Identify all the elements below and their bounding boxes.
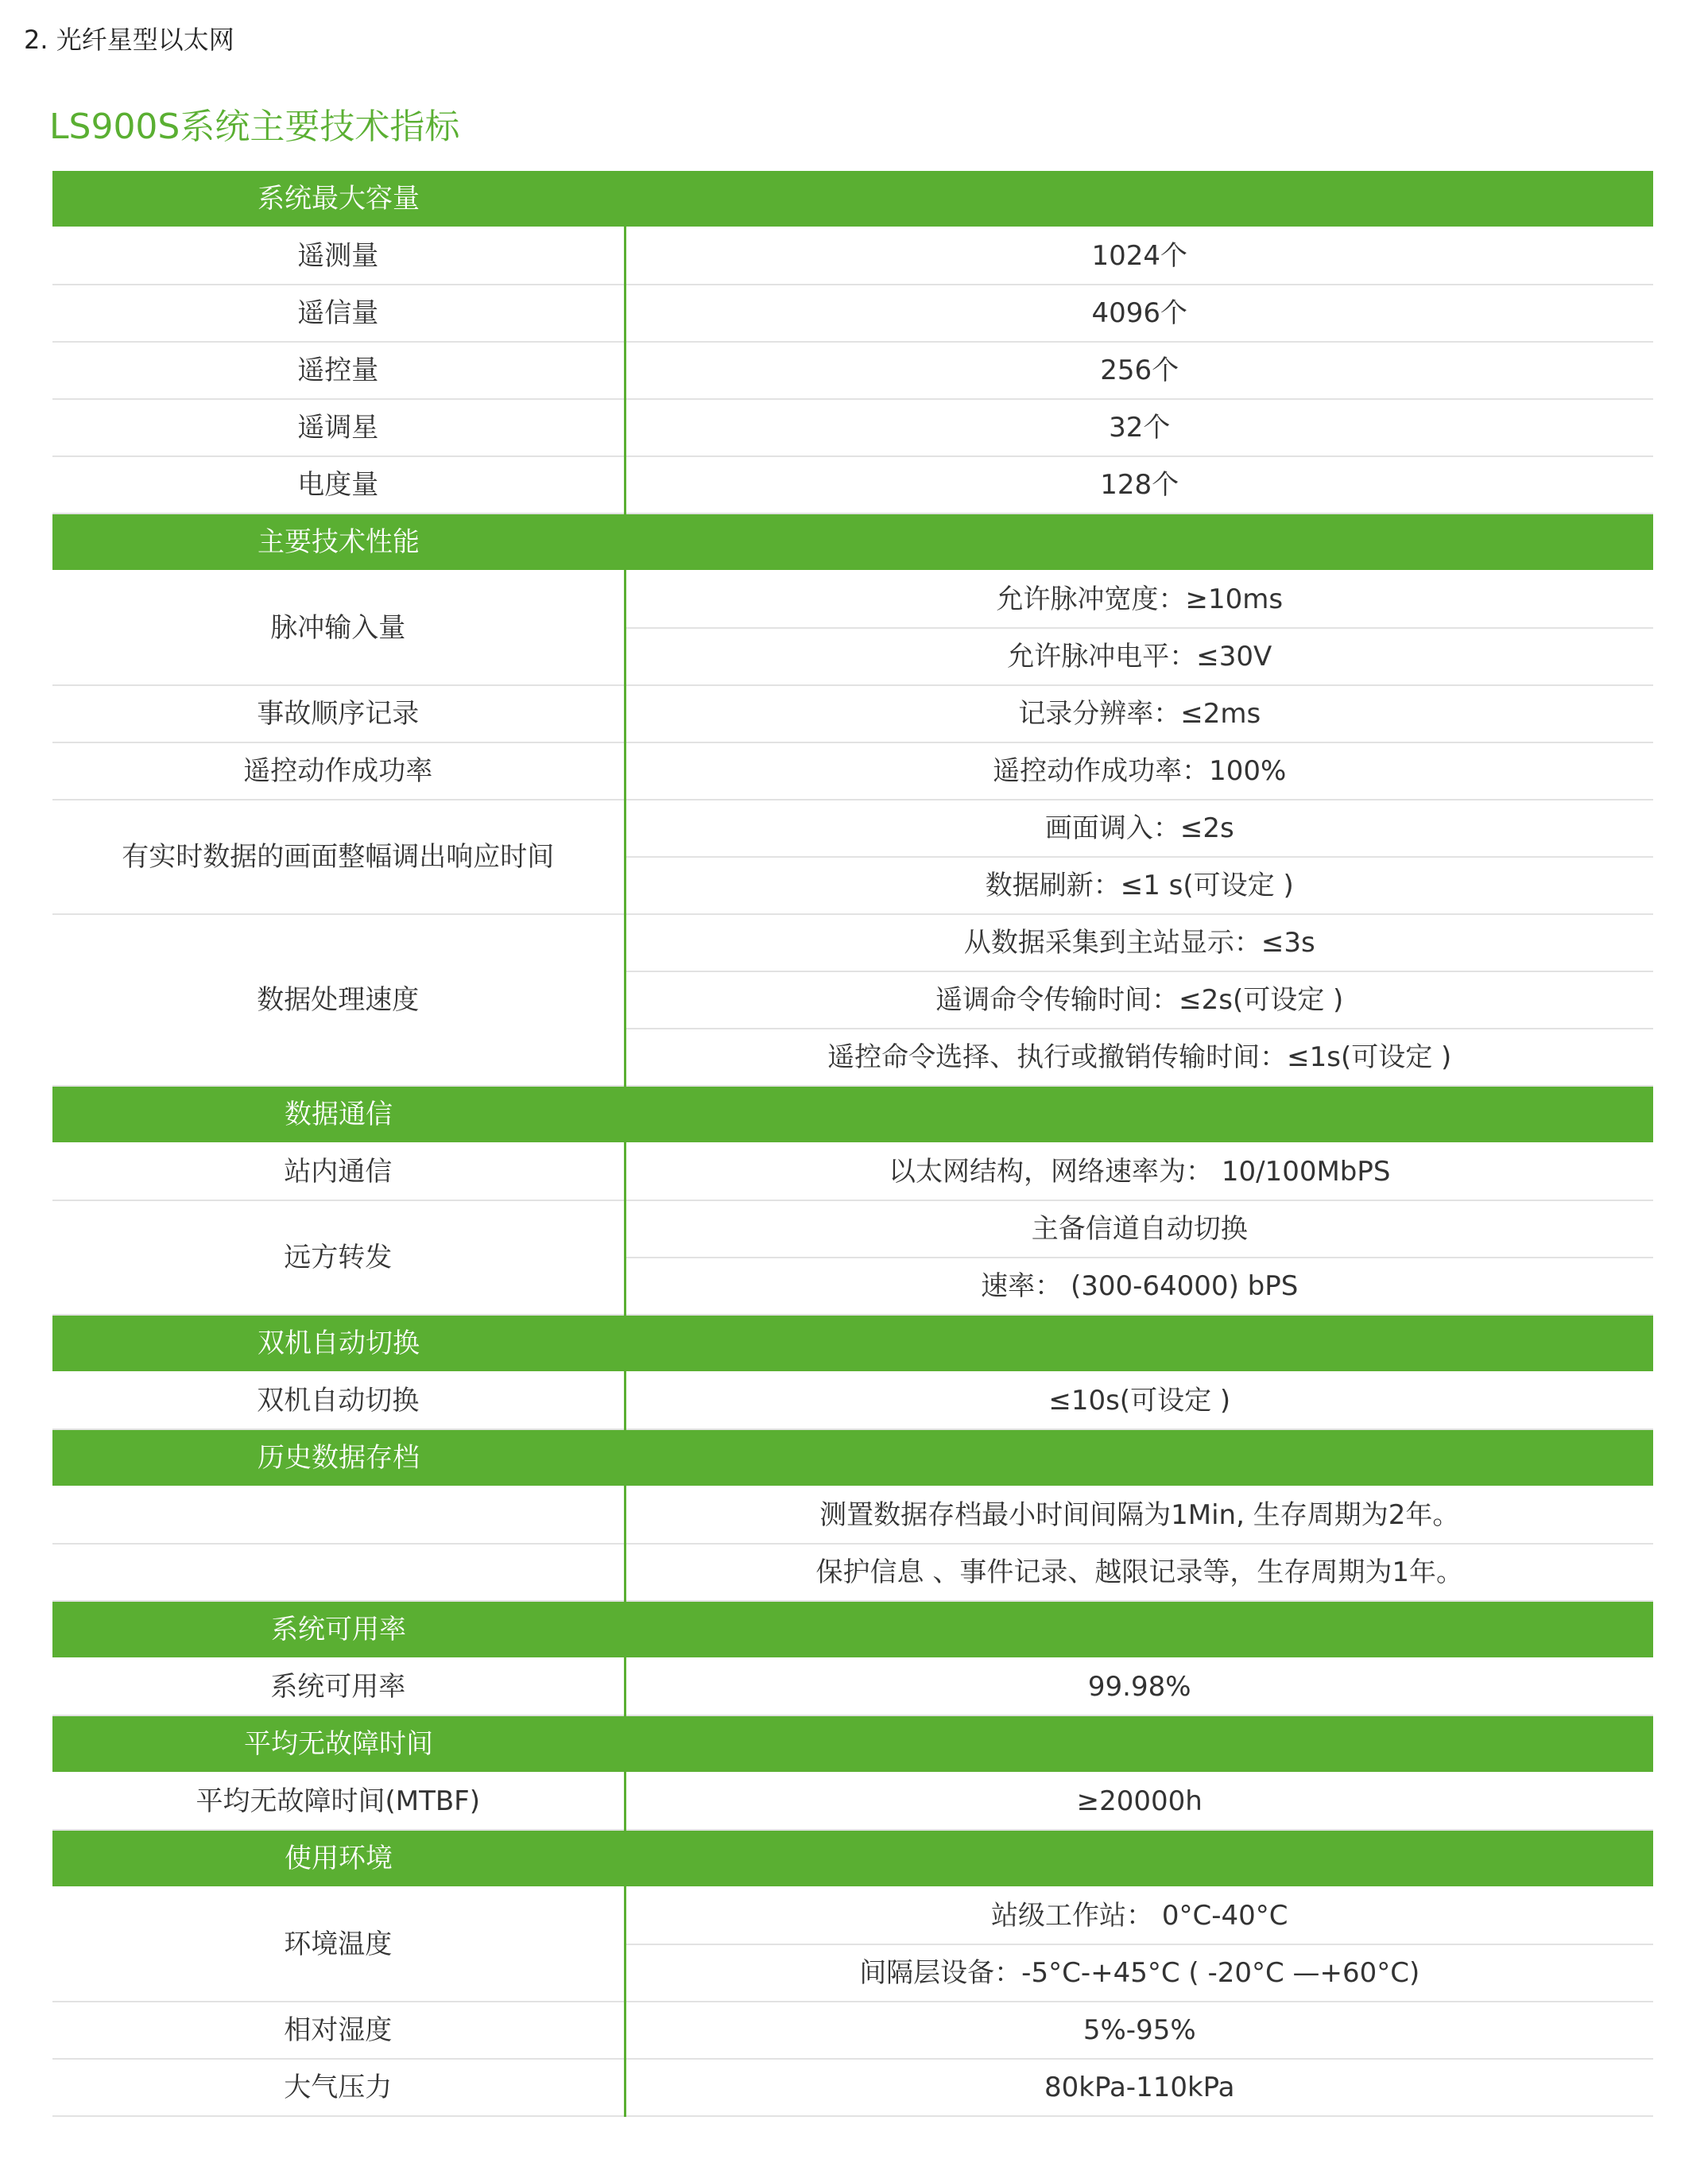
row-value: 遥调命令传输时间：≤2s(可设定 ) <box>625 971 1653 1029</box>
row-value: 记录分辨率：≤2ms <box>625 685 1653 742</box>
section-header <box>52 1715 1653 1773</box>
table-row <box>52 399 1653 456</box>
row-label: 遥调星 <box>52 399 625 456</box>
spec-title: LS900S系统主要技术指标 <box>49 107 460 147</box>
section-header <box>52 1086 1653 1143</box>
table-row <box>52 1372 1653 1429</box>
row-label: 站内通信 <box>52 1143 625 1200</box>
row-value: 5%-95% <box>625 2002 1653 2059</box>
row-label <box>52 1544 625 1601</box>
row-label: 有实时数据的画面整幅调出响应时间 <box>52 800 625 914</box>
row-label: 事故顺序记录 <box>52 685 625 742</box>
row-label: 双机自动切换 <box>52 1372 625 1429</box>
row-value: ≥20000h <box>625 1773 1653 1830</box>
row-label: 远方转发 <box>52 1200 625 1315</box>
row-value: 32个 <box>625 399 1653 456</box>
table-row <box>52 800 1653 857</box>
table-row <box>52 914 1653 971</box>
table-row <box>52 742 1653 800</box>
row-label: 大气压力 <box>52 2059 625 2116</box>
row-label: 遥信量 <box>52 285 625 342</box>
section-header <box>52 1830 1653 1887</box>
table-row <box>52 2059 1653 2116</box>
row-label: 环境温度 <box>52 1887 625 2002</box>
row-label: 脉冲输入量 <box>52 571 625 685</box>
row-value: 99.98% <box>625 1658 1653 1715</box>
row-value: 遥控命令选择、执行或撤销传输时间：≤1s(可设定 ) <box>625 1029 1653 1086</box>
section-title: 主要技术性能 <box>258 526 420 558</box>
section-title: 历史数据存档 <box>258 1442 420 1474</box>
intro-heading: 2. 光纤星型以太网 <box>24 25 234 55</box>
section-title: 双机自动切换 <box>258 1328 420 1359</box>
row-value: 256个 <box>625 342 1653 399</box>
table-row <box>52 342 1653 399</box>
spec-table <box>52 171 1653 2117</box>
row-label <box>52 1486 625 1544</box>
row-value: ≤10s(可设定 ) <box>625 1372 1653 1429</box>
row-value: 1024个 <box>625 227 1653 285</box>
row-label: 遥控动作成功率 <box>52 742 625 800</box>
table-row <box>52 1773 1653 1830</box>
row-label: 遥测量 <box>52 227 625 285</box>
section-header <box>52 514 1653 571</box>
row-label: 数据处理速度 <box>52 914 625 1086</box>
table-row <box>52 2002 1653 2059</box>
row-label: 系统可用率 <box>52 1658 625 1715</box>
table-row <box>52 1200 1653 1258</box>
section-header <box>52 1601 1653 1658</box>
row-value: 80kPa-110kPa <box>625 2059 1653 2116</box>
section-header <box>52 171 1653 227</box>
section-title: 系统可用率 <box>271 1614 406 1645</box>
row-label: 平均无故障时间(MTBF) <box>52 1773 625 1830</box>
table-row <box>52 1887 1653 1944</box>
table-row <box>52 227 1653 285</box>
row-value: 测置数据存档最小时间间隔为1Min, 生存周期为2年。 <box>625 1486 1653 1544</box>
section-header <box>52 1429 1653 1486</box>
row-value: 从数据采集到主站显示：≤3s <box>625 914 1653 971</box>
row-value: 允许脉冲电平：≤30V <box>625 628 1653 685</box>
row-value: 数据刷新：≤1 s(可设定 ) <box>625 857 1653 914</box>
row-value: 间隔层设备：-5°C-+45°C ( -20°C —+60°C) <box>625 1944 1653 2002</box>
table-row <box>52 1658 1653 1715</box>
row-label: 电度量 <box>52 456 625 514</box>
row-label: 遥控量 <box>52 342 625 399</box>
table-row <box>52 685 1653 742</box>
row-value: 保护信息 、事件记录、越限记录等，生存周期为1年。 <box>625 1544 1653 1601</box>
section-title: 平均无故障时间 <box>244 1728 433 1760</box>
row-value: 速率： (300-64000) bPS <box>625 1258 1653 1315</box>
row-value: 主备信道自动切换 <box>625 1200 1653 1258</box>
table-row <box>52 1544 1653 1601</box>
table-row <box>52 1486 1653 1544</box>
row-label: 相对湿度 <box>52 2002 625 2059</box>
section-header <box>52 1315 1653 1372</box>
row-value: 4096个 <box>625 285 1653 342</box>
section-title: 系统最大容量 <box>258 183 420 215</box>
row-value: 128个 <box>625 456 1653 514</box>
row-value: 允许脉冲宽度：≥10ms <box>625 571 1653 628</box>
section-title: 使用环境 <box>285 1843 393 1874</box>
row-value: 画面调入：≤2s <box>625 800 1653 857</box>
row-value: 站级工作站： 0°C-40°C <box>625 1887 1653 1944</box>
row-value: 以太网结构，网络速率为： 10/100MbPS <box>625 1143 1653 1200</box>
table-row <box>52 1143 1653 1200</box>
table-row <box>52 456 1653 514</box>
row-value: 遥控动作成功率：100% <box>625 742 1653 800</box>
table-row <box>52 285 1653 342</box>
section-title: 数据通信 <box>285 1099 393 1130</box>
table-row <box>52 571 1653 628</box>
